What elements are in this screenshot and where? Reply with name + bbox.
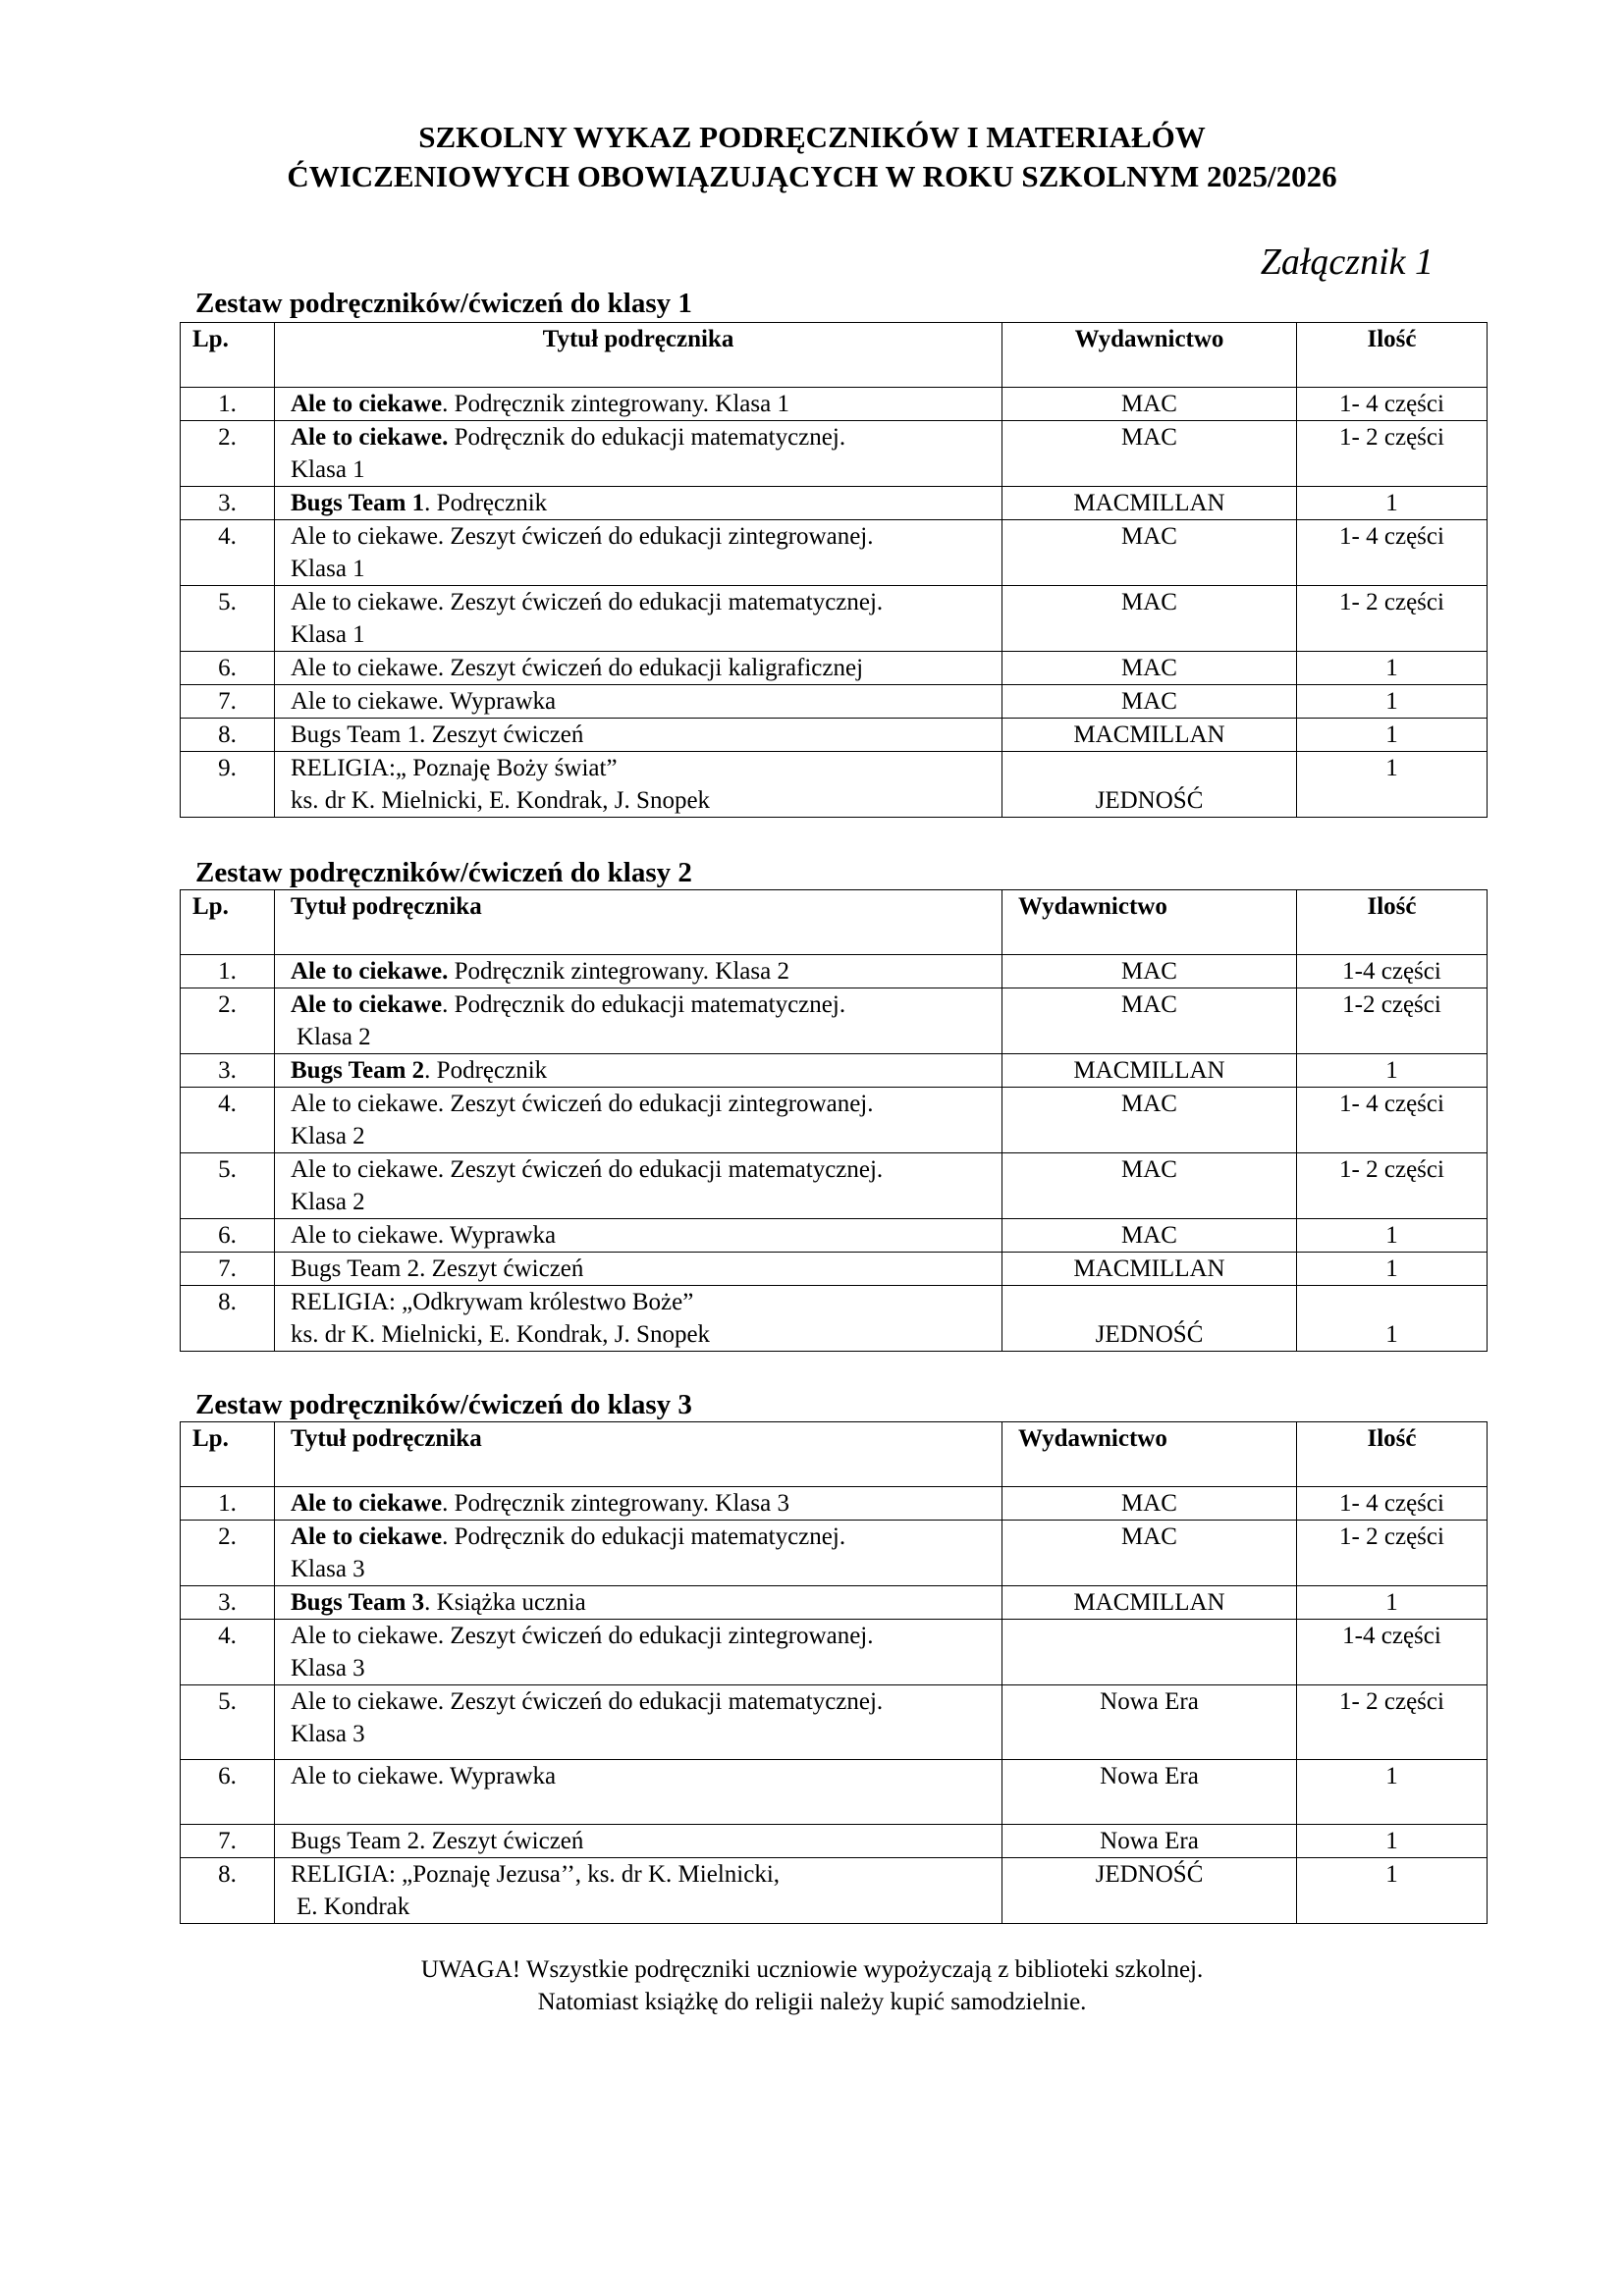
row-title-text: RELIGIA: „Poznaję Jezusa’’, ks. dr K. Mielnicki, (291, 1861, 781, 1888)
section-heading-klasa-1: Zestaw podręczników/ćwiczeń do klasy 1 (195, 288, 692, 319)
table-row (181, 1620, 1488, 1685)
row-title (275, 388, 1002, 421)
row-title-text: Bugs Team 2. Zeszyt ćwiczeń (291, 1255, 584, 1282)
header-title: Tytuł podręcznika (275, 890, 1002, 955)
row-qty: 1 (1297, 1253, 1488, 1286)
row-lp: 3. (181, 487, 275, 520)
row-lp: 8. (181, 1286, 275, 1352)
row-publisher: MACMILLAN (1002, 1253, 1297, 1286)
row-qty: 1- 2 części (1297, 1685, 1488, 1760)
row-title-text: . Podręcznik do edukacji matematycznej. (442, 1523, 846, 1550)
row-title-line-2: Klasa 3 (291, 1556, 365, 1582)
row-title (275, 1858, 1002, 1924)
row-lp: 2. (181, 988, 275, 1054)
row-lp: 6. (181, 1760, 275, 1825)
row-title-bold: Bugs Team 3 (291, 1589, 425, 1616)
section-heading-klasa-3: Zestaw podręczników/ćwiczeń do klasy 3 (195, 1389, 692, 1420)
row-title-line-2: Klasa 1 (291, 456, 365, 483)
row-title-bold: Ale to ciekawe (291, 991, 443, 1018)
table-row (181, 719, 1488, 752)
row-publisher: MAC (1002, 586, 1297, 652)
row-publisher: MACMILLAN (1002, 487, 1297, 520)
row-title-text: . Książka ucznia (424, 1589, 586, 1616)
row-lp: 2. (181, 1521, 275, 1586)
table-klasa-2 (180, 889, 1488, 1352)
row-publisher (1002, 1620, 1297, 1685)
row-lp: 7. (181, 1253, 275, 1286)
footer-note-line-1: UWAGA! Wszystkie podręczniki uczniowie wypożyczają z biblioteki szkolnej. (420, 1956, 1204, 1983)
row-lp: 4. (181, 520, 275, 586)
row-lp: 4. (181, 1088, 275, 1153)
header-lp: Lp. (181, 890, 275, 955)
row-title (275, 955, 1002, 988)
row-title-bold: Ale to ciekawe (291, 391, 443, 417)
row-lp: 7. (181, 1825, 275, 1858)
table-row (181, 1586, 1488, 1620)
row-lp: 4. (181, 1620, 275, 1685)
row-publisher: MAC (1002, 520, 1297, 586)
header-title: Tytuł podręcznika (275, 1422, 1002, 1487)
row-title (275, 586, 1002, 652)
row-publisher: MAC (1002, 988, 1297, 1054)
row-title-text: . Podręcznik (424, 490, 548, 516)
row-lp: 1. (181, 1487, 275, 1521)
row-qty: 1 (1297, 1760, 1488, 1825)
table-header-row (181, 1422, 1488, 1487)
row-title (275, 1760, 1002, 1825)
row-qty: 1- 4 części (1297, 388, 1488, 421)
row-title (275, 487, 1002, 520)
table-row (181, 1253, 1488, 1286)
row-publisher: MAC (1002, 685, 1297, 719)
row-lp: 6. (181, 1219, 275, 1253)
header-qty: Ilość (1297, 890, 1488, 955)
row-title (275, 1286, 1002, 1352)
row-publisher: Nowa Era (1002, 1825, 1297, 1858)
row-qty: 1 (1297, 752, 1488, 818)
row-qty: 1 (1297, 1586, 1488, 1620)
row-title-text: Ale to ciekawe. Zeszyt ćwiczeń do edukacji matematycznej. (291, 589, 884, 615)
row-lp: 5. (181, 1153, 275, 1219)
row-lp: 5. (181, 586, 275, 652)
row-publisher: MAC (1002, 955, 1297, 988)
row-title-line-2: ks. dr K. Mielnicki, E. Kondrak, J. Snopek (291, 787, 711, 814)
row-lp: 5. (181, 1685, 275, 1760)
row-title-text: . Podręcznik do edukacji matematycznej. (442, 991, 846, 1018)
row-title (275, 520, 1002, 586)
annex-label: Załącznik 1 (1260, 241, 1434, 283)
row-qty: 1 (1297, 1858, 1488, 1924)
row-qty: 1- 2 części (1297, 1153, 1488, 1219)
row-qty: 1 (1297, 1825, 1488, 1858)
row-qty: 1 (1297, 1286, 1488, 1352)
row-title-text: Ale to ciekawe. Zeszyt ćwiczeń do edukacji zintegrowanej. (291, 523, 874, 550)
row-publisher: JEDNOŚĆ (1002, 1858, 1297, 1924)
row-lp: 1. (181, 388, 275, 421)
table-row (181, 1760, 1488, 1825)
row-publisher: MAC (1002, 1088, 1297, 1153)
row-title-bold: Bugs Team 2 (291, 1057, 425, 1084)
row-lp: 3. (181, 1054, 275, 1088)
row-lp: 9. (181, 752, 275, 818)
row-publisher: MAC (1002, 1487, 1297, 1521)
section-heading-klasa-2: Zestaw podręczników/ćwiczeń do klasy 2 (195, 857, 692, 888)
table-row (181, 1219, 1488, 1253)
table-row (181, 988, 1488, 1054)
document-title-line-2: ĆWICZENIOWYCH OBOWIĄZUJĄCYCH W ROKU SZKOLNYM 2025/2026 (287, 159, 1337, 193)
row-title-text: RELIGIA: „Odkrywam królestwo Boże” (291, 1289, 694, 1315)
header-title: Tytuł podręcznika (275, 323, 1002, 388)
table-row (181, 1054, 1488, 1088)
document-title-line-1: SZKOLNY WYKAZ PODRĘCZNIKÓW I MATERIAŁÓW (418, 120, 1206, 154)
row-title-bold: Ale to ciekawe. (291, 424, 449, 451)
row-title-text: Podręcznik zintegrowany. Klasa 2 (448, 958, 789, 985)
row-title-bold: Bugs Team 1 (291, 490, 425, 516)
table-row (181, 1286, 1488, 1352)
row-publisher: JEDNOŚĆ (1002, 1286, 1297, 1352)
row-title-line-2: E. Kondrak (297, 1894, 410, 1920)
table-klasa-1 (180, 322, 1488, 818)
row-title (275, 421, 1002, 487)
header-lp: Lp. (181, 1422, 275, 1487)
row-qty: 1- 4 części (1297, 520, 1488, 586)
table-row (181, 1858, 1488, 1924)
row-publisher: MAC (1002, 388, 1297, 421)
row-lp: 2. (181, 421, 275, 487)
row-publisher: MACMILLAN (1002, 719, 1297, 752)
table-header-row (181, 323, 1488, 388)
row-title-text: Ale to ciekawe. Wyprawka (291, 688, 557, 715)
row-title-text: Ale to ciekawe. Zeszyt ćwiczeń do edukacji zintegrowanej. (291, 1623, 874, 1649)
row-publisher: Nowa Era (1002, 1685, 1297, 1760)
row-title-line-2: Klasa 3 (291, 1655, 365, 1682)
row-title (275, 1253, 1002, 1286)
row-title (275, 685, 1002, 719)
row-qty: 1- 2 części (1297, 1521, 1488, 1586)
table-row (181, 752, 1488, 818)
row-title-text: Ale to ciekawe. Wyprawka (291, 1222, 557, 1249)
row-qty: 1- 4 części (1297, 1487, 1488, 1521)
table-row (181, 1521, 1488, 1586)
row-qty: 1-2 części (1297, 988, 1488, 1054)
row-title (275, 1088, 1002, 1153)
header-publisher: Wydawnictwo (1002, 323, 1297, 388)
footer-note (118, 1953, 1506, 2018)
row-title-line-2: Klasa 2 (291, 1123, 365, 1149)
row-title (275, 988, 1002, 1054)
header-lp: Lp. (181, 323, 275, 388)
row-qty: 1 (1297, 652, 1488, 685)
document-title (118, 118, 1506, 196)
row-title-bold: Ale to ciekawe. (291, 958, 449, 985)
row-lp: 8. (181, 719, 275, 752)
table-row (181, 1825, 1488, 1858)
table-row (181, 1487, 1488, 1521)
row-title (275, 1620, 1002, 1685)
row-lp: 1. (181, 955, 275, 988)
table-row (181, 487, 1488, 520)
row-title (275, 1825, 1002, 1858)
row-lp: 7. (181, 685, 275, 719)
row-publisher: Nowa Era (1002, 1760, 1297, 1825)
row-title-line-2: Klasa 2 (297, 1024, 371, 1050)
table-row (181, 586, 1488, 652)
table-header-row (181, 890, 1488, 955)
row-title-text: Bugs Team 2. Zeszyt ćwiczeń (291, 1828, 584, 1854)
row-title-line-2: ks. dr K. Mielnicki, E. Kondrak, J. Snopek (291, 1321, 711, 1348)
row-qty: 1 (1297, 1054, 1488, 1088)
row-title (275, 652, 1002, 685)
row-title-text: Podręcznik do edukacji matematycznej. (448, 424, 846, 451)
row-qty: 1-4 części (1297, 955, 1488, 988)
row-publisher: MAC (1002, 1219, 1297, 1253)
row-publisher: MACMILLAN (1002, 1054, 1297, 1088)
row-title (275, 1219, 1002, 1253)
row-title-bold: Ale to ciekawe (291, 1490, 443, 1517)
row-title-text: . Podręcznik zintegrowany. Klasa 3 (442, 1490, 789, 1517)
row-title-line-2: Klasa 1 (291, 621, 365, 648)
row-title-text: . Podręcznik zintegrowany. Klasa 1 (442, 391, 789, 417)
row-publisher: MAC (1002, 652, 1297, 685)
header-publisher: Wydawnictwo (1002, 1422, 1297, 1487)
row-title-line-2: Klasa 1 (291, 556, 365, 582)
row-lp: 3. (181, 1586, 275, 1620)
row-lp: 8. (181, 1858, 275, 1924)
row-title (275, 1521, 1002, 1586)
row-qty: 1-4 części (1297, 1620, 1488, 1685)
table-row (181, 685, 1488, 719)
row-title-bold: Ale to ciekawe (291, 1523, 443, 1550)
row-title-text: Ale to ciekawe. Wyprawka (291, 1763, 557, 1789)
table-row (181, 388, 1488, 421)
row-title (275, 752, 1002, 818)
row-title-text: Ale to ciekawe. Zeszyt ćwiczeń do edukacji zintegrowanej. (291, 1091, 874, 1117)
row-publisher: JEDNOŚĆ (1002, 752, 1297, 818)
row-title-text: RELIGIA:„ Poznaję Boży świat” (291, 755, 618, 781)
header-qty: Ilość (1297, 323, 1488, 388)
row-title (275, 1685, 1002, 1760)
row-title-line-2: Klasa 2 (291, 1189, 365, 1215)
footer-note-line-2: Natomiast książkę do religii należy kupić samodzielnie. (537, 1989, 1087, 2015)
row-publisher: MACMILLAN (1002, 1586, 1297, 1620)
table-row (181, 1153, 1488, 1219)
table-row (181, 955, 1488, 988)
table-row (181, 1685, 1488, 1760)
row-qty: 1 (1297, 685, 1488, 719)
header-qty: Ilość (1297, 1422, 1488, 1487)
row-title-text: Bugs Team 1. Zeszyt ćwiczeń (291, 721, 584, 748)
row-qty: 1 (1297, 1219, 1488, 1253)
row-publisher: MAC (1002, 421, 1297, 487)
table-row (181, 652, 1488, 685)
table-row (181, 421, 1488, 487)
row-qty: 1 (1297, 487, 1488, 520)
row-publisher: MAC (1002, 1153, 1297, 1219)
row-title-text: Ale to ciekawe. Zeszyt ćwiczeń do edukacji kaligraficznej (291, 655, 864, 681)
row-title-text: Ale to ciekawe. Zeszyt ćwiczeń do edukacji matematycznej. (291, 1688, 884, 1715)
table-klasa-3 (180, 1421, 1488, 1924)
row-title-line-2: Klasa 3 (291, 1721, 365, 1747)
row-qty: 1 (1297, 719, 1488, 752)
row-title (275, 719, 1002, 752)
table-row (181, 520, 1488, 586)
row-publisher: MAC (1002, 1521, 1297, 1586)
header-publisher: Wydawnictwo (1002, 890, 1297, 955)
row-qty: 1- 2 części (1297, 586, 1488, 652)
row-title-text: . Podręcznik (424, 1057, 548, 1084)
row-qty: 1- 4 części (1297, 1088, 1488, 1153)
table-row (181, 1088, 1488, 1153)
row-qty: 1- 2 części (1297, 421, 1488, 487)
row-title (275, 1586, 1002, 1620)
row-lp: 6. (181, 652, 275, 685)
row-title-text: Ale to ciekawe. Zeszyt ćwiczeń do edukacji matematycznej. (291, 1156, 884, 1183)
row-title (275, 1054, 1002, 1088)
row-title (275, 1487, 1002, 1521)
row-title (275, 1153, 1002, 1219)
